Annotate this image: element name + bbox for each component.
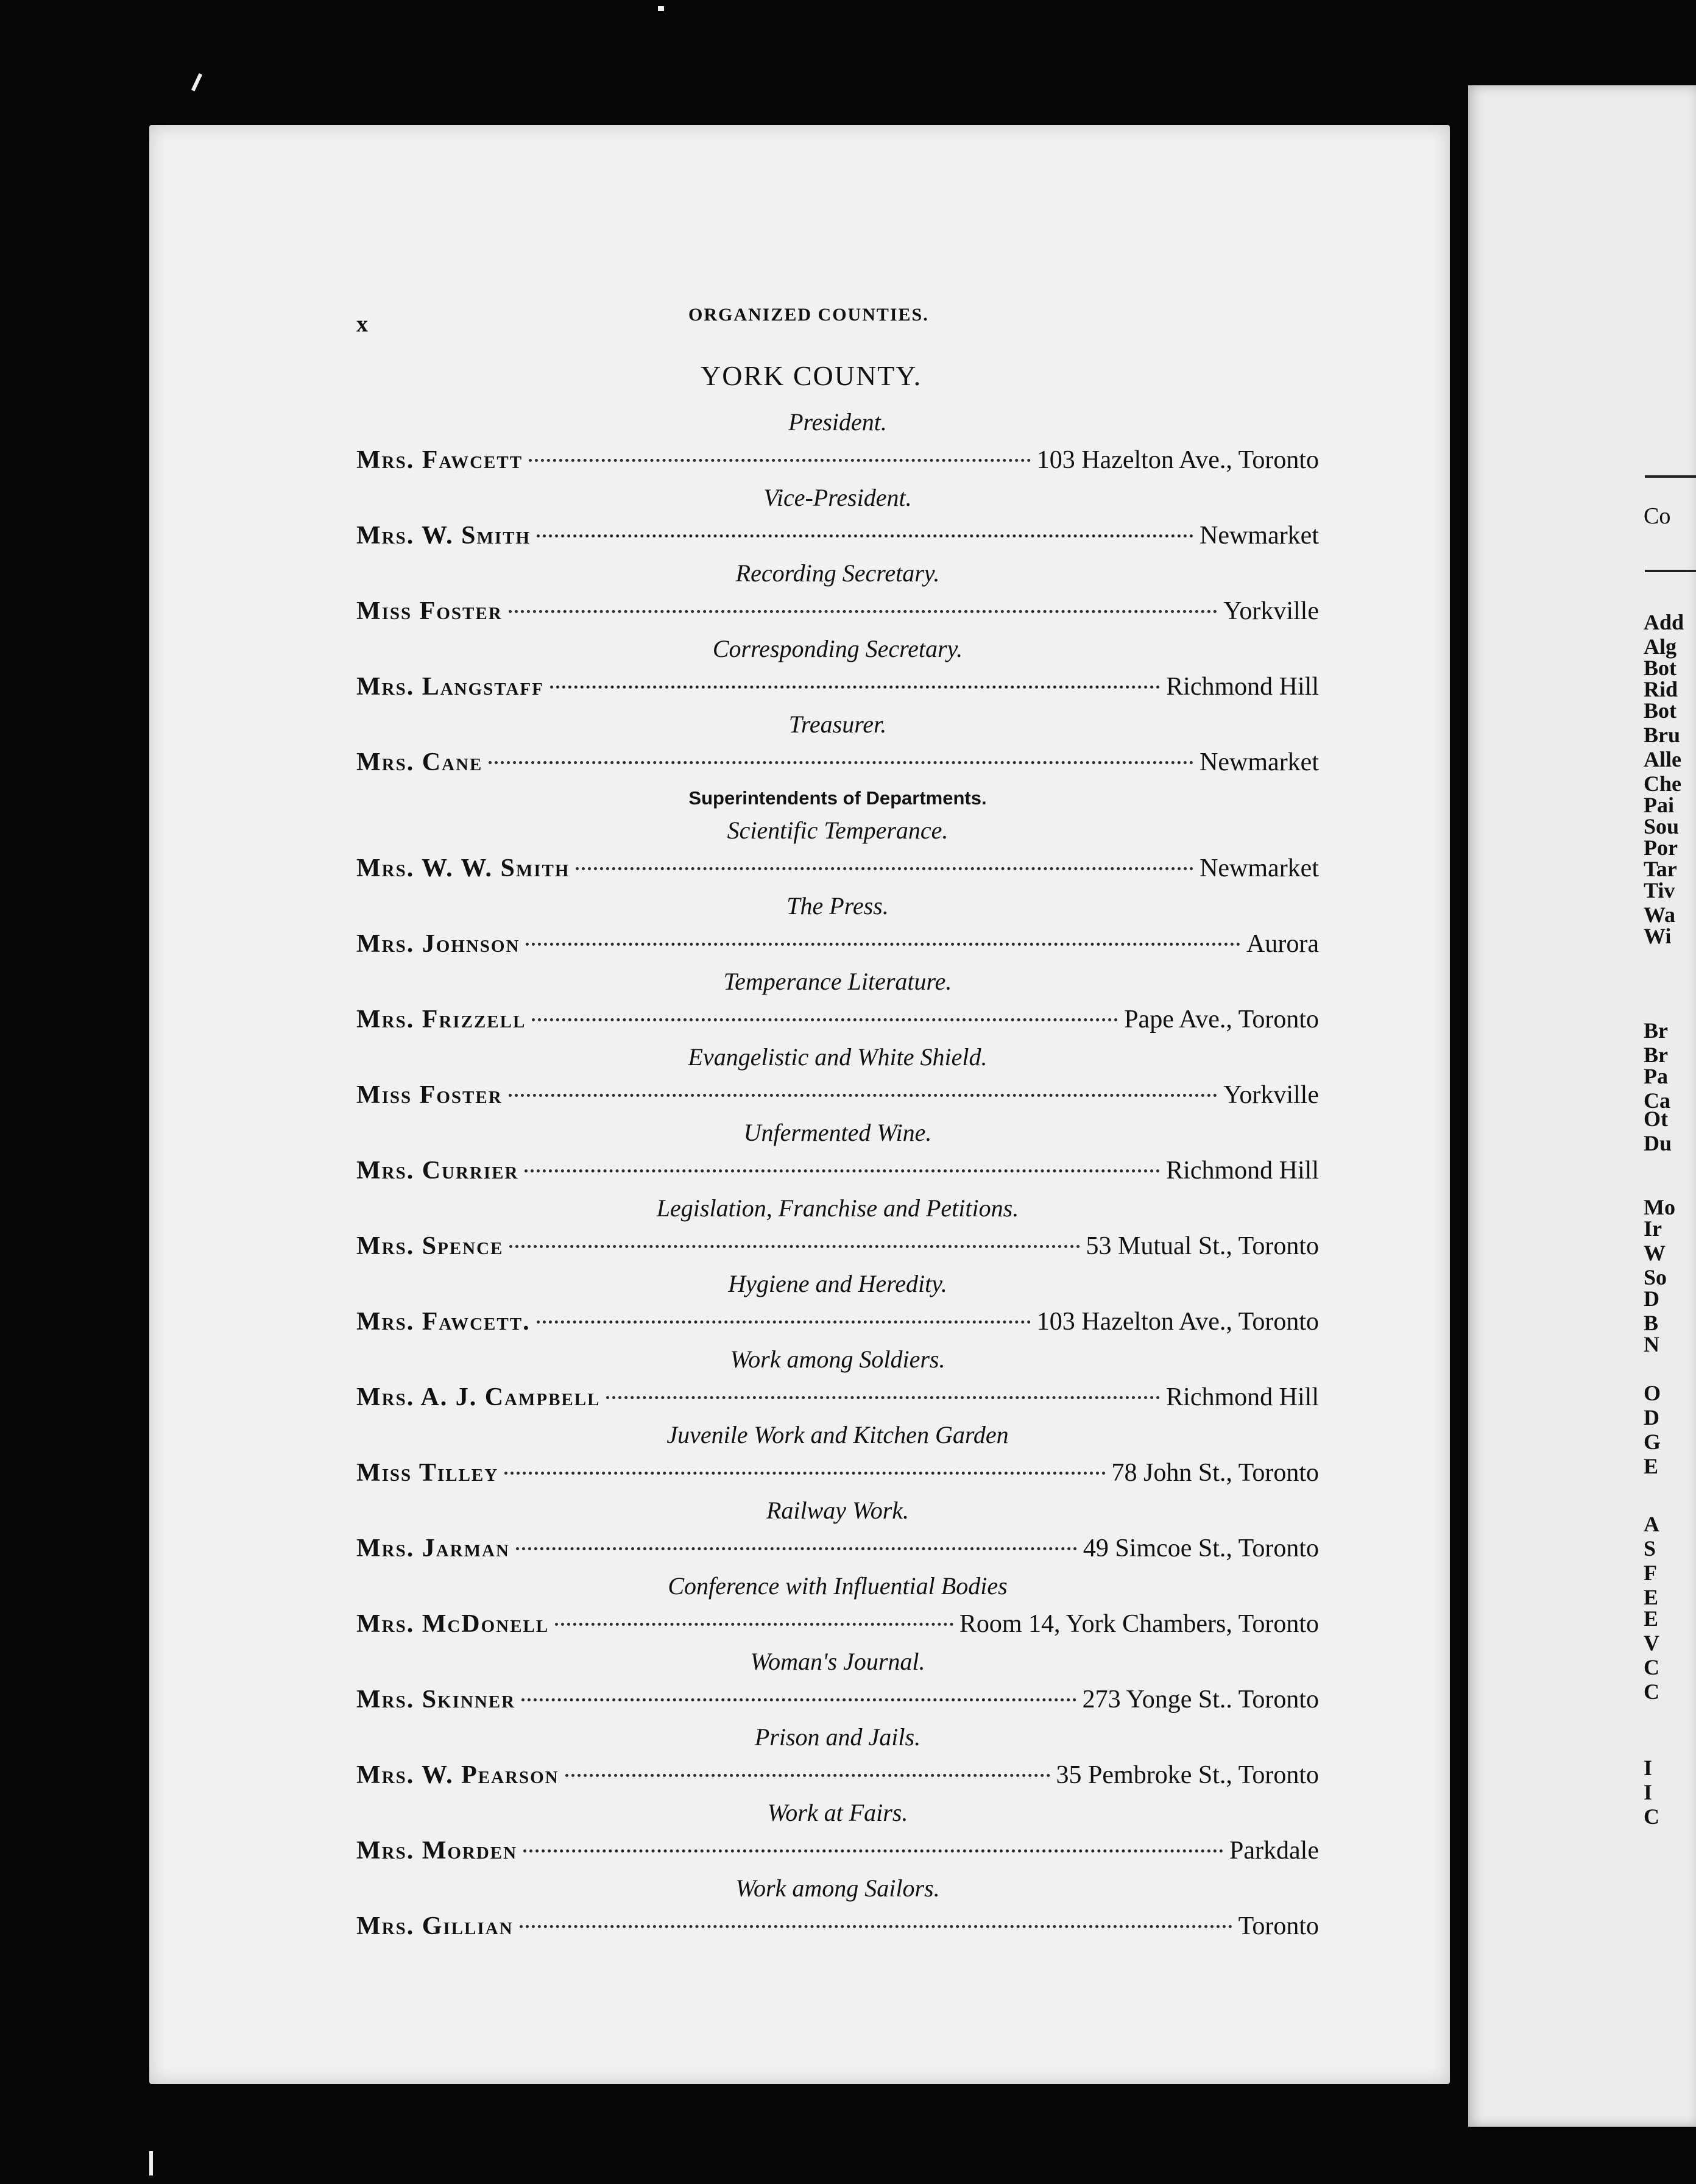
officer-address: Room 14, York Chambers, Toronto bbox=[959, 1610, 1319, 1638]
dot-leader bbox=[532, 1018, 1118, 1021]
office-heading: Legislation, Franchise and Petitions. bbox=[656, 1194, 1019, 1222]
dot-leader bbox=[606, 1396, 1160, 1399]
officer-name: Mrs. A. J. Campbell bbox=[356, 1383, 601, 1411]
office-heading: Work at Fairs. bbox=[767, 1799, 908, 1826]
officer-address: Parkdale bbox=[1229, 1837, 1319, 1865]
adjacent-page-fragment: E bbox=[1644, 1454, 1659, 1478]
officer-entry bbox=[356, 1528, 1319, 1569]
officer-entry bbox=[356, 666, 1319, 707]
office-heading: Work among Sailors. bbox=[735, 1874, 940, 1902]
officer-address: 35 Pembroke St., Toronto bbox=[1056, 1761, 1319, 1789]
adjacent-page-fragment: Bot bbox=[1644, 656, 1677, 680]
adjacent-page-fragment: Bot bbox=[1644, 698, 1677, 723]
officer-name: Mrs. Cane bbox=[356, 748, 483, 776]
officer-entry bbox=[356, 590, 1319, 632]
dot-leader bbox=[520, 1925, 1232, 1928]
officer-entry bbox=[356, 1225, 1319, 1267]
dot-leader bbox=[537, 534, 1193, 537]
adjacent-page-fragment: Ca bbox=[1644, 1088, 1670, 1113]
officer-name: Mrs. Currier bbox=[356, 1157, 519, 1185]
office-heading: Railway Work. bbox=[766, 1497, 910, 1524]
adjacent-page-fragment: Alg bbox=[1644, 634, 1677, 659]
officer-address: Richmond Hill bbox=[1166, 673, 1319, 701]
officer-entry bbox=[356, 1603, 1319, 1645]
adjacent-page-fragment: Add bbox=[1644, 610, 1684, 634]
adjacent-page-fragment: B bbox=[1644, 1311, 1659, 1335]
officer-address: Yorkville bbox=[1223, 1081, 1319, 1109]
adjacent-page-fragment: F bbox=[1644, 1561, 1657, 1585]
office-heading: Unfermented Wine. bbox=[743, 1119, 932, 1146]
office-heading: Scientific Temperance. bbox=[727, 817, 949, 844]
adjacent-page-fragment: Pai bbox=[1644, 793, 1674, 817]
officer-name: Mrs. W. W. Smith bbox=[356, 854, 570, 882]
adjacent-page-fragment: Por bbox=[1644, 835, 1678, 860]
officer-address: Newmarket bbox=[1200, 854, 1319, 882]
officer-address: 49 Simcoe St., Toronto bbox=[1083, 1534, 1319, 1562]
adjacent-page-fragment: Pa bbox=[1644, 1064, 1668, 1088]
officer-name: Miss Foster bbox=[356, 597, 503, 625]
dot-leader bbox=[537, 1321, 1031, 1324]
officer-name: Mrs. McDonell bbox=[356, 1610, 549, 1638]
office-heading: Corresponding Secretary. bbox=[712, 635, 963, 662]
officer-address: Yorkville bbox=[1223, 597, 1319, 625]
office-heading: Temperance Literature. bbox=[723, 968, 952, 995]
page-number: x bbox=[356, 311, 368, 337]
office-heading: Hygiene and Heredity. bbox=[728, 1270, 947, 1297]
officer-address: Toronto bbox=[1238, 1912, 1319, 1940]
officer-name: Mrs. Langstaff bbox=[356, 673, 544, 701]
dot-leader bbox=[555, 1623, 953, 1626]
adjacent-page-fragment: Wa bbox=[1644, 902, 1676, 927]
officer-entry bbox=[356, 1377, 1319, 1418]
adjacent-page-rule bbox=[1645, 570, 1696, 572]
officer-address: 53 Mutual St., Toronto bbox=[1086, 1232, 1319, 1260]
adjacent-page-fragment: C bbox=[1644, 1804, 1659, 1829]
officer-name: Mrs. Jarman bbox=[356, 1534, 510, 1562]
officer-entry bbox=[356, 1830, 1319, 1871]
office-heading: Vice-President. bbox=[763, 484, 912, 511]
officer-entry bbox=[356, 999, 1319, 1040]
dot-leader bbox=[523, 1849, 1223, 1852]
adjacent-page-fragment: Sou bbox=[1644, 814, 1680, 838]
officer-address: 103 Hazelton Ave., Toronto bbox=[1036, 446, 1319, 474]
officer-entry bbox=[356, 515, 1319, 556]
officer-address: Newmarket bbox=[1200, 748, 1319, 776]
officer-address: Richmond Hill bbox=[1166, 1383, 1319, 1411]
adjacent-page-fragment: D bbox=[1644, 1405, 1659, 1430]
officer-directory bbox=[356, 405, 1319, 1947]
officer-entry bbox=[356, 1906, 1319, 1947]
adjacent-page-fragment: Tar bbox=[1644, 857, 1677, 881]
adjacent-page-fragment: A bbox=[1644, 1512, 1659, 1536]
dot-leader bbox=[550, 686, 1160, 689]
officer-name: Miss Tilley bbox=[356, 1459, 499, 1487]
officer-name: Mrs. Spence bbox=[356, 1232, 504, 1260]
dot-leader bbox=[576, 867, 1193, 870]
office-heading: Prison and Jails. bbox=[754, 1723, 921, 1751]
dot-leader bbox=[516, 1547, 1077, 1550]
officer-address: 103 Hazelton Ave., Toronto bbox=[1036, 1308, 1319, 1336]
adjacent-page-fragment: Ir bbox=[1644, 1216, 1662, 1241]
officer-name: Mrs. Frizzell bbox=[356, 1005, 526, 1034]
adjacent-page-fragment: So bbox=[1644, 1265, 1667, 1289]
officer-address: Richmond Hill bbox=[1166, 1157, 1319, 1185]
adjacent-page-fragment: Bru bbox=[1644, 723, 1681, 747]
adjacent-page-fragment: E bbox=[1644, 1585, 1659, 1609]
officer-entry bbox=[356, 1452, 1319, 1494]
dot-leader bbox=[509, 1245, 1079, 1248]
adjacent-page-fragment: Wi bbox=[1644, 924, 1672, 948]
adjacent-page-fragment: Tiv bbox=[1644, 878, 1675, 902]
officer-name: Mrs. Fawcett. bbox=[356, 1308, 531, 1336]
scan-speck bbox=[658, 6, 664, 11]
dot-leader bbox=[509, 1094, 1218, 1097]
officer-entry bbox=[356, 1754, 1319, 1796]
officer-entry bbox=[356, 848, 1319, 889]
adjacent-page-fragment: Alle bbox=[1644, 747, 1681, 771]
office-heading: Recording Secretary. bbox=[735, 559, 940, 587]
adjacent-page-fragment: Mo bbox=[1644, 1195, 1675, 1219]
officer-entry bbox=[356, 1301, 1319, 1342]
adjacent-page-fragment: Rid bbox=[1644, 677, 1678, 701]
dot-leader bbox=[509, 610, 1218, 613]
dot-leader bbox=[521, 1698, 1076, 1701]
adjacent-page-fragment: W bbox=[1644, 1241, 1666, 1265]
office-heading: Woman's Journal. bbox=[750, 1648, 925, 1675]
scan-speck bbox=[149, 2151, 153, 2175]
adjacent-page-fragment: C bbox=[1644, 1655, 1659, 1679]
dot-leader bbox=[489, 761, 1193, 764]
officer-name: Mrs. Skinner bbox=[356, 1686, 516, 1714]
office-heading: President. bbox=[788, 408, 887, 436]
officer-name: Mrs. Morden bbox=[356, 1837, 518, 1865]
adjacent-page-fragment: Br bbox=[1644, 1018, 1668, 1043]
officer-name: Mrs. W. Pearson bbox=[356, 1761, 559, 1789]
officer-address: Newmarket bbox=[1200, 522, 1319, 550]
dot-leader bbox=[565, 1774, 1050, 1777]
adjacent-page-fragment: S bbox=[1644, 1536, 1656, 1561]
officer-entry bbox=[356, 742, 1319, 783]
adjacent-page-fragment: G bbox=[1644, 1430, 1661, 1454]
adjacent-page-fragment: I bbox=[1644, 1756, 1653, 1780]
adjacent-page-rule bbox=[1645, 475, 1696, 478]
officer-entry bbox=[356, 923, 1319, 965]
officer-entry bbox=[356, 439, 1319, 481]
running-head: ORGANIZED COUNTIES. bbox=[688, 305, 929, 325]
county-title: YORK COUNTY. bbox=[701, 360, 922, 391]
officer-name: Mrs. Johnson bbox=[356, 930, 520, 958]
officer-name: Mrs. W. Smith bbox=[356, 522, 531, 550]
adjacent-page-fragment: N bbox=[1644, 1332, 1659, 1356]
officer-entry bbox=[356, 1150, 1319, 1191]
adjacent-page-fragment: E bbox=[1644, 1606, 1659, 1631]
adjacent-page-fragment: Ot bbox=[1644, 1107, 1668, 1131]
officer-address: Aurora bbox=[1246, 930, 1319, 958]
dot-leader bbox=[529, 459, 1031, 462]
dot-leader bbox=[504, 1472, 1105, 1475]
adjacent-page-header: Co bbox=[1644, 503, 1671, 529]
adjacent-page-fragment: Che bbox=[1644, 771, 1681, 796]
office-heading: Juvenile Work and Kitchen Garden bbox=[666, 1421, 1009, 1448]
officer-entry bbox=[356, 1679, 1319, 1720]
officer-address: 273 Yonge St.. Toronto bbox=[1082, 1686, 1319, 1714]
officer-name: Mrs. Fawcett bbox=[356, 446, 523, 474]
scan-speck bbox=[191, 73, 202, 91]
adjacent-page-fragment: C bbox=[1644, 1679, 1659, 1704]
officer-address: 78 John St., Toronto bbox=[1111, 1459, 1319, 1487]
officer-name: Miss Foster bbox=[356, 1081, 503, 1109]
office-heading: Conference with Influential Bodies bbox=[668, 1572, 1008, 1600]
officer-address: Pape Ave., Toronto bbox=[1124, 1005, 1319, 1034]
office-heading: Evangelistic and White Shield. bbox=[688, 1043, 988, 1071]
adjacent-page-fragment: O bbox=[1644, 1381, 1661, 1405]
adjacent-page-fragment: Br bbox=[1644, 1043, 1668, 1067]
office-heading: The Press. bbox=[786, 892, 889, 920]
adjacent-page-fragment: I bbox=[1644, 1780, 1653, 1804]
adjacent-page-fragment: V bbox=[1644, 1631, 1659, 1655]
adjacent-page-fragment: D bbox=[1644, 1286, 1659, 1311]
office-heading: Treasurer. bbox=[788, 711, 887, 738]
officer-name: Mrs. Gillian bbox=[356, 1912, 514, 1940]
officer-entry bbox=[356, 1074, 1319, 1116]
dot-leader bbox=[526, 943, 1240, 946]
departments-heading: Superintendents of Departments. bbox=[688, 787, 987, 809]
office-heading: Work among Soldiers. bbox=[730, 1346, 945, 1373]
dot-leader bbox=[525, 1169, 1160, 1172]
adjacent-page-fragment: Du bbox=[1644, 1131, 1672, 1155]
